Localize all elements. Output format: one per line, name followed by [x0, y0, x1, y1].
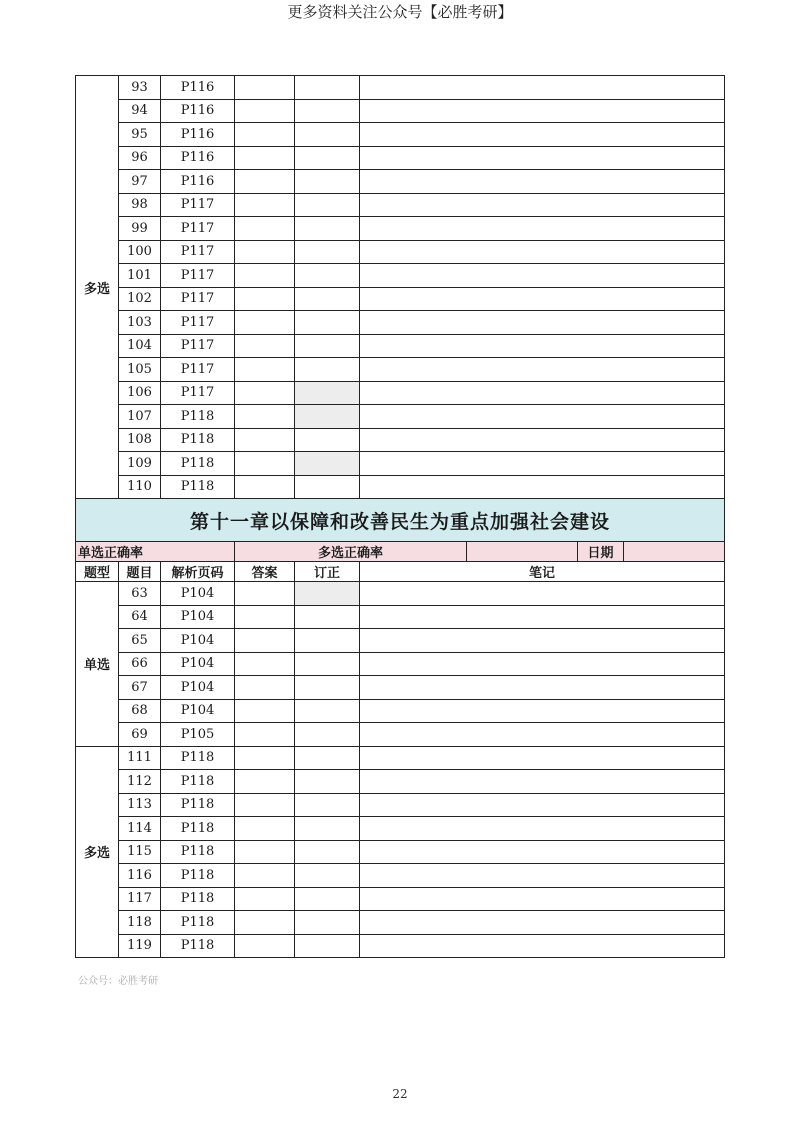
col-answer: 答案 — [235, 562, 295, 582]
col-analysis-page: 解析页码 — [161, 562, 235, 582]
answer-cell[interactable] — [235, 405, 295, 429]
answer-cell[interactable] — [235, 934, 295, 958]
col-correction: 订正 — [295, 562, 360, 582]
table-row — [76, 911, 725, 935]
analysis-page: P117 — [161, 334, 235, 358]
notes-cell[interactable] — [360, 676, 725, 700]
table-row — [76, 840, 725, 864]
question-number: 93 — [119, 76, 161, 100]
analysis-page: P118 — [161, 428, 235, 452]
correction-cell[interactable] — [295, 934, 360, 958]
answer-cell[interactable] — [235, 676, 295, 700]
answer-cell[interactable] — [235, 770, 295, 794]
answer-cell[interactable] — [235, 840, 295, 864]
question-number: 119 — [119, 934, 161, 958]
correction-cell[interactable] — [295, 652, 360, 676]
notes-cell[interactable] — [360, 287, 725, 311]
notes-cell[interactable] — [360, 264, 725, 288]
question-number: 105 — [119, 358, 161, 382]
table-row — [76, 287, 725, 311]
notes-cell[interactable] — [360, 475, 725, 499]
top-section — [76, 76, 725, 499]
correction-cell[interactable] — [295, 723, 360, 747]
notes-cell[interactable] — [360, 381, 725, 405]
analysis-page: P104 — [161, 652, 235, 676]
notes-cell[interactable] — [360, 428, 725, 452]
analysis-page: P118 — [161, 405, 235, 429]
notes-cell[interactable] — [360, 793, 725, 817]
analysis-page: P104 — [161, 582, 235, 606]
answer-cell[interactable] — [235, 123, 295, 147]
notes-cell[interactable] — [360, 629, 725, 653]
table-row — [76, 76, 725, 100]
question-number: 110 — [119, 475, 161, 499]
notes-cell[interactable] — [360, 334, 725, 358]
question-type-label: 多选 — [76, 76, 119, 499]
analysis-page: P116 — [161, 76, 235, 100]
table-row — [76, 99, 725, 123]
answer-cell[interactable] — [235, 264, 295, 288]
analysis-page: P117 — [161, 217, 235, 241]
answer-cell[interactable] — [235, 428, 295, 452]
notes-cell[interactable] — [360, 311, 725, 335]
analysis-page: P104 — [161, 605, 235, 629]
answer-cell[interactable] — [235, 334, 295, 358]
question-number: 99 — [119, 217, 161, 241]
correction-cell[interactable] — [295, 452, 360, 476]
notes-cell[interactable] — [360, 452, 725, 476]
question-number: 98 — [119, 193, 161, 217]
notes-cell[interactable] — [360, 723, 725, 747]
answer-cell[interactable] — [235, 475, 295, 499]
table-row — [76, 311, 725, 335]
table-row — [76, 817, 725, 841]
analysis-page: P118 — [161, 840, 235, 864]
answer-cell[interactable] — [235, 793, 295, 817]
answer-cell[interactable] — [235, 99, 295, 123]
analysis-page: P117 — [161, 311, 235, 335]
question-type-label: 多选 — [76, 746, 119, 958]
correction-cell[interactable] — [295, 287, 360, 311]
notes-cell[interactable] — [360, 582, 725, 606]
notes-cell[interactable] — [360, 146, 725, 170]
table-row — [76, 793, 725, 817]
question-number: 114 — [119, 817, 161, 841]
chapter-title: 第十一章以保障和改善民生为重点加强社会建设 — [76, 499, 725, 542]
correction-cell[interactable] — [295, 864, 360, 888]
correction-cell[interactable] — [295, 311, 360, 335]
notes-cell[interactable] — [360, 864, 725, 888]
analysis-page: P118 — [161, 887, 235, 911]
notes-cell[interactable] — [360, 240, 725, 264]
col-type: 题型 — [76, 562, 119, 582]
table-row — [76, 193, 725, 217]
analysis-page: P118 — [161, 452, 235, 476]
multi-rate-value[interactable] — [467, 542, 578, 562]
answer-cell[interactable] — [235, 452, 295, 476]
answer-cell[interactable] — [235, 146, 295, 170]
question-number: 69 — [119, 723, 161, 747]
correction-cell[interactable] — [295, 217, 360, 241]
question-number: 117 — [119, 887, 161, 911]
correction-cell[interactable] — [295, 887, 360, 911]
question-number: 115 — [119, 840, 161, 864]
answer-cell[interactable] — [235, 76, 295, 100]
answer-cell[interactable] — [235, 381, 295, 405]
table-row — [76, 405, 725, 429]
analysis-page: P117 — [161, 264, 235, 288]
analysis-page: P118 — [161, 911, 235, 935]
correction-cell[interactable] — [295, 770, 360, 794]
multi-rate-label: 多选正确率 — [235, 542, 467, 562]
question-number: 108 — [119, 428, 161, 452]
correction-cell[interactable] — [295, 911, 360, 935]
question-number: 118 — [119, 911, 161, 935]
notes-cell[interactable] — [360, 652, 725, 676]
analysis-page: P117 — [161, 193, 235, 217]
question-number: 96 — [119, 146, 161, 170]
footer-note: 公众号：必胜考研 — [78, 976, 158, 987]
table-row — [76, 746, 725, 770]
answer-cell[interactable] — [235, 629, 295, 653]
correction-cell[interactable] — [295, 334, 360, 358]
correction-cell[interactable] — [295, 475, 360, 499]
table-row — [76, 428, 725, 452]
answer-cell[interactable] — [235, 817, 295, 841]
correction-cell[interactable] — [295, 676, 360, 700]
table-row — [76, 629, 725, 653]
table-row — [76, 770, 725, 794]
chapter-rows — [76, 582, 725, 958]
table-row — [76, 334, 725, 358]
question-number: 65 — [119, 629, 161, 653]
table-row — [76, 934, 725, 958]
table-row — [76, 723, 725, 747]
notes-cell[interactable] — [360, 217, 725, 241]
table-row — [76, 123, 725, 147]
chapter-header — [76, 499, 725, 582]
answer-cell[interactable] — [235, 582, 295, 606]
page-header: 更多资料关注公众号【必胜考研】 — [287, 3, 513, 21]
correction-cell[interactable] — [295, 582, 360, 606]
analysis-page: P116 — [161, 123, 235, 147]
table-row — [76, 264, 725, 288]
table-row — [76, 582, 725, 606]
analysis-page: P104 — [161, 629, 235, 653]
analysis-page: P116 — [161, 99, 235, 123]
correction-cell[interactable] — [295, 405, 360, 429]
question-number: 68 — [119, 699, 161, 723]
correction-cell[interactable] — [295, 605, 360, 629]
answer-cell[interactable] — [235, 170, 295, 194]
notes-cell[interactable] — [360, 911, 725, 935]
correction-cell[interactable] — [295, 170, 360, 194]
table-row — [76, 358, 725, 382]
answer-cell[interactable] — [235, 887, 295, 911]
notes-cell[interactable] — [360, 76, 725, 100]
answer-cell[interactable] — [235, 311, 295, 335]
question-number: 102 — [119, 287, 161, 311]
notes-cell[interactable] — [360, 99, 725, 123]
date-label: 日期 — [578, 542, 624, 562]
question-number: 63 — [119, 582, 161, 606]
question-number: 109 — [119, 452, 161, 476]
answer-cell[interactable] — [235, 746, 295, 770]
table-row — [76, 146, 725, 170]
analysis-page: P118 — [161, 475, 235, 499]
notes-cell[interactable] — [360, 840, 725, 864]
notes-cell[interactable] — [360, 887, 725, 911]
notes-cell[interactable] — [360, 817, 725, 841]
question-number: 112 — [119, 770, 161, 794]
answer-cell[interactable] — [235, 605, 295, 629]
analysis-page: P118 — [161, 793, 235, 817]
question-number: 67 — [119, 676, 161, 700]
question-number: 106 — [119, 381, 161, 405]
table-row — [76, 217, 725, 241]
notes-cell[interactable] — [360, 170, 725, 194]
answer-cell[interactable] — [235, 193, 295, 217]
correction-cell[interactable] — [295, 123, 360, 147]
question-number: 104 — [119, 334, 161, 358]
question-type-label: 单选 — [76, 582, 119, 747]
table-row — [76, 887, 725, 911]
notes-cell[interactable] — [360, 770, 725, 794]
correction-cell[interactable] — [295, 840, 360, 864]
correction-cell[interactable] — [295, 793, 360, 817]
review-table — [75, 75, 725, 958]
correction-cell[interactable] — [295, 264, 360, 288]
notes-cell[interactable] — [360, 358, 725, 382]
answer-cell[interactable] — [235, 240, 295, 264]
notes-cell[interactable] — [360, 699, 725, 723]
analysis-page: P104 — [161, 676, 235, 700]
correction-cell[interactable] — [295, 193, 360, 217]
answer-cell[interactable] — [235, 699, 295, 723]
table-row — [76, 475, 725, 499]
single-rate-label: 单选正确率 — [76, 542, 235, 562]
analysis-page: P117 — [161, 358, 235, 382]
page-number: 22 — [392, 1087, 408, 1101]
question-number: 95 — [119, 123, 161, 147]
table-row — [76, 381, 725, 405]
analysis-page: P117 — [161, 240, 235, 264]
question-number: 97 — [119, 170, 161, 194]
analysis-page: P104 — [161, 699, 235, 723]
notes-cell[interactable] — [360, 405, 725, 429]
correction-cell[interactable] — [295, 240, 360, 264]
correction-cell[interactable] — [295, 99, 360, 123]
col-notes: 笔记 — [360, 562, 725, 582]
date-value[interactable] — [624, 542, 725, 562]
analysis-page: P118 — [161, 817, 235, 841]
analysis-page: P118 — [161, 770, 235, 794]
col-question: 题目 — [119, 562, 161, 582]
correction-cell[interactable] — [295, 746, 360, 770]
table-row — [76, 864, 725, 888]
answer-cell[interactable] — [235, 287, 295, 311]
notes-cell[interactable] — [360, 746, 725, 770]
notes-cell[interactable] — [360, 193, 725, 217]
answer-cell[interactable] — [235, 864, 295, 888]
analysis-page: P105 — [161, 723, 235, 747]
table-row — [76, 676, 725, 700]
correction-cell[interactable] — [295, 699, 360, 723]
analysis-page: P116 — [161, 146, 235, 170]
notes-cell[interactable] — [360, 605, 725, 629]
analysis-page: P117 — [161, 381, 235, 405]
question-number: 100 — [119, 240, 161, 264]
correction-cell[interactable] — [295, 358, 360, 382]
correction-cell[interactable] — [295, 629, 360, 653]
notes-cell[interactable] — [360, 123, 725, 147]
correction-cell[interactable] — [295, 146, 360, 170]
answer-cell[interactable] — [235, 652, 295, 676]
answer-cell[interactable] — [235, 217, 295, 241]
table-row — [76, 452, 725, 476]
question-number: 94 — [119, 99, 161, 123]
correction-cell[interactable] — [295, 381, 360, 405]
correction-cell[interactable] — [295, 428, 360, 452]
answer-cell[interactable] — [235, 358, 295, 382]
question-number: 101 — [119, 264, 161, 288]
table-row — [76, 170, 725, 194]
table-row — [76, 240, 725, 264]
correction-cell[interactable] — [295, 76, 360, 100]
analysis-page: P117 — [161, 287, 235, 311]
correction-cell[interactable] — [295, 817, 360, 841]
table-row — [76, 652, 725, 676]
table-row — [76, 699, 725, 723]
analysis-page: P116 — [161, 170, 235, 194]
question-number: 111 — [119, 746, 161, 770]
notes-cell[interactable] — [360, 934, 725, 958]
question-number: 113 — [119, 793, 161, 817]
answer-cell[interactable] — [235, 911, 295, 935]
question-number: 116 — [119, 864, 161, 888]
answer-cell[interactable] — [235, 723, 295, 747]
analysis-page: P118 — [161, 934, 235, 958]
analysis-page: P118 — [161, 864, 235, 888]
question-number: 64 — [119, 605, 161, 629]
table-row — [76, 605, 725, 629]
question-number: 103 — [119, 311, 161, 335]
question-number: 66 — [119, 652, 161, 676]
question-number: 107 — [119, 405, 161, 429]
analysis-page: P118 — [161, 746, 235, 770]
